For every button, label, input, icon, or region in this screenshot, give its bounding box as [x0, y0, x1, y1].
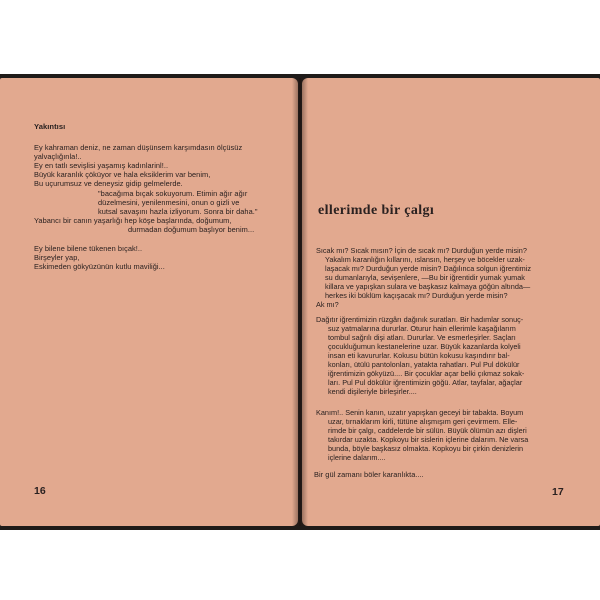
text-line: Dağıtır iğrentimizin rüzgârı dağınık suratları. Bir hadımlar sonuç-: [316, 315, 524, 324]
closing-line: Bir gül zamanı böler karanlıkta....: [314, 470, 424, 479]
text-line: tombul sağrılı dişi atları. Dururlar. Ve esmerleşirler. Saçları: [328, 333, 516, 342]
text-line: iğrentimizin gökyüzü.... Bir çocuklar açar belki çıkmaz sokak-: [328, 369, 525, 378]
page-number: 17: [552, 486, 564, 498]
text-line: suz yatmalarına dururlar. Oturur hain ellerimle kaşağılarım: [328, 324, 516, 333]
right-page: [302, 78, 600, 526]
poem-line: kutsal savaşını hazla izliyorum. Sonra bir daha.": [98, 207, 258, 216]
poem-line: Ey bilene bilene tükenen bıçak!..: [34, 244, 143, 253]
text-line: killara ve yapışkan sulara ve başkasız kalmaya göğün altında—: [325, 282, 531, 291]
book-gutter: [292, 78, 308, 526]
text-line: Sıcak mı? Sıcak mısın? İçin de sıcak mı? Durduğun yerde misin?: [316, 246, 527, 255]
poem-line: durmadan doğumum başlıyor benim...: [128, 225, 255, 234]
text-line: laşacak mı? Durduğun yerde misin? Dağılınca solgun iğrentimiz: [325, 264, 532, 273]
poem-line: Bu uçurumsuz ve deneysiz gidip gelmelerde.: [34, 179, 183, 188]
text-line: konları, ütülü pantolonları, yatakta rahatları. Pul Pul dökülür: [328, 360, 520, 369]
poem-title: Yakıntısı: [34, 122, 66, 131]
paragraph-3: [316, 408, 528, 462]
text-line: su dumanlarıyla, sevişenlere, —Bu bir iğrentidir yumak yumak: [325, 273, 525, 282]
poem-line: yalvaçlığınla!..: [34, 152, 82, 161]
text-line: bunda, böyle başkasız olmakta. Kopkoyu bir çirkin denizlerin: [328, 444, 524, 453]
paragraph-2: [316, 315, 524, 396]
text-line: kendi dişileriyle birleşirler....: [328, 387, 417, 396]
text-line: içlerine dalarım....: [328, 453, 386, 462]
left-page: [0, 78, 298, 526]
poem-line: "bacağıma bıçak sokuyorum. Etimin ağır ağır: [98, 189, 248, 198]
poem-line: düzelmesini, yenilenmesini, onun o gizli ve: [98, 198, 240, 207]
text-line: insan eti kavururlar. Kokusu bütün kokusu kaşındırır bal-: [328, 351, 510, 360]
poem-line: Ey en tatlı sevişlisi yaşamış kadınlarinl!..: [34, 161, 169, 170]
poem-line: Büyük karanlık çöküyor ve hala eksiklerim var benim,: [34, 170, 211, 179]
page-number: 16: [34, 485, 46, 497]
poem-line: Yabancı bir canın yaşarlığı hep köşe başlarında, doğumum,: [34, 216, 232, 225]
text-line: çocukluğumun kestanelerine uzar. Büyük kazanlarda kolyeli: [328, 342, 521, 351]
paragraph-1: [316, 246, 531, 309]
text-line: Kanım!.. Senin kanın, uzatır yapışkan geceyi bir tabakta. Boyum: [316, 408, 524, 417]
text-line: Ak mı?: [316, 300, 339, 309]
text-line: uzar, tırnaklarım kirli, tütüne alışmışım geri çevirmem. Elle-: [328, 417, 518, 426]
text-line: ları. Pul Pul dökülür iğrentimizin göğü. Atlar, tayfalar, ağaçlar: [328, 378, 523, 387]
poem-line: Ey kahraman deniz, ne zaman düşünsem karşımdasın ölçüsüz: [34, 143, 243, 152]
text-line: takırdar uzakta. Kopkoyu bir sislerin içlerine dalarım. Ne varsa: [328, 435, 529, 444]
text-line: rimde bir çalgı, caddelerde bir sülün. Büyük ölümün azı dişleri: [328, 426, 527, 435]
text-line: herkes iki büklüm kaçışacak mı? Durduğun yerde misin?: [325, 291, 508, 300]
poem-line: Eskimeden gökyüzünün kutlu maviliği...: [34, 262, 165, 271]
poem-line: Birşeyler yap,: [34, 253, 80, 262]
text-line: Yakalım karanlığın kıllarını, ıslansın, herşey ve böcekler uzak-: [325, 255, 525, 264]
chapter-title: ellerimde bir çalgı: [318, 203, 435, 218]
